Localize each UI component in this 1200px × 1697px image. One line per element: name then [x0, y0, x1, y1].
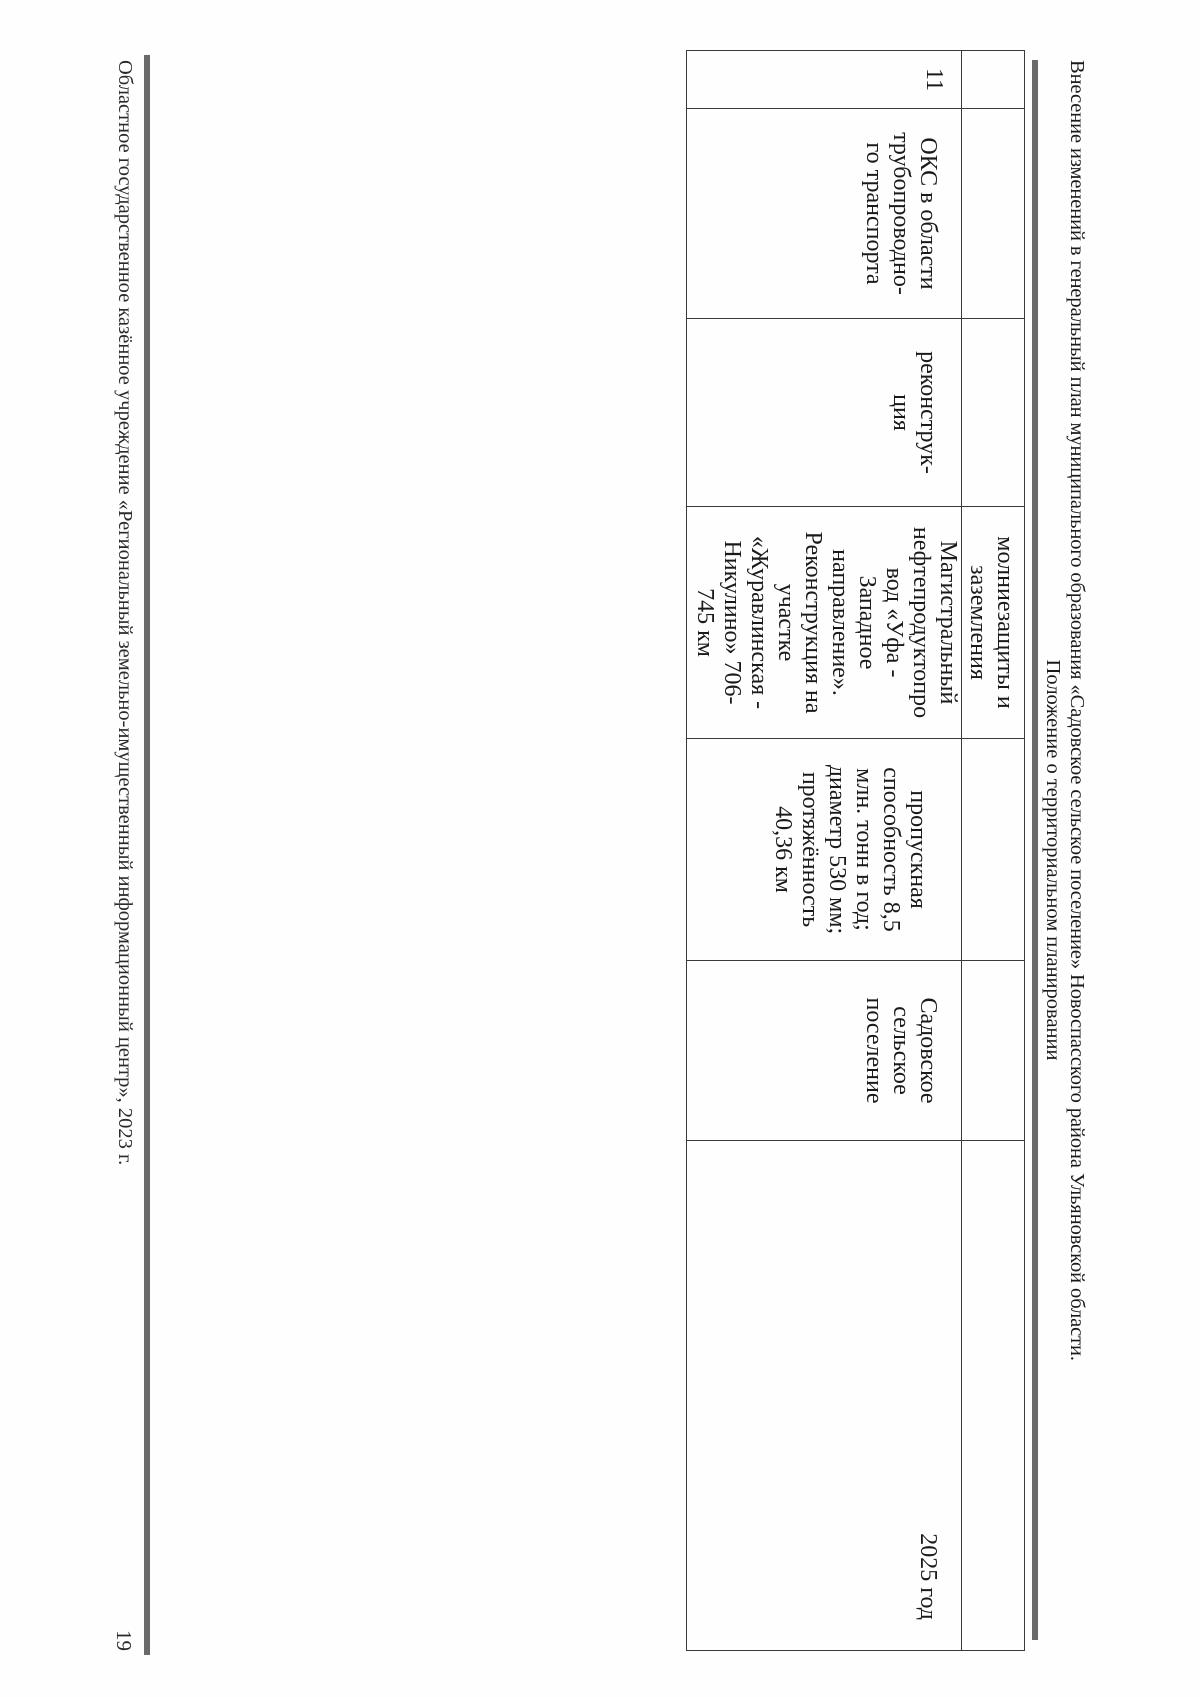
- object-line: направление».: [827, 549, 853, 696]
- document-title: Внесение изменений в генеральный план муниципального образования «Садовское сельское поселение» Новоспасского района Ульяновской области.: [1066, 60, 1088, 1361]
- header-divider: [1032, 60, 1038, 1640]
- cell-continued-object: [962, 507, 1025, 739]
- document-subtitle: Положение о территориальном планировании: [1042, 659, 1064, 1061]
- table-row-11: [687, 51, 962, 1651]
- category-line: ОКС в области: [915, 137, 941, 290]
- cell-continued-characteristics: [962, 739, 1025, 961]
- footer-organization: Областное государственное казённое учреждение «Региональный земельно-имущественный информационный центр», 2023 г.: [114, 60, 136, 1166]
- cell-action: [687, 319, 962, 507]
- object-line: Западное: [854, 575, 880, 670]
- characteristics-line: 40,36 км: [770, 806, 796, 893]
- page-number: 19: [112, 1630, 136, 1651]
- continued-object-text: молниезащиты и заземления: [965, 536, 1018, 709]
- category-line: трубопроводно-: [888, 132, 914, 295]
- cell-deadline: [687, 1141, 962, 1651]
- action-line: ция: [888, 394, 914, 431]
- location-line: Садовское: [915, 997, 941, 1104]
- cell-continued-number: [962, 51, 1025, 109]
- cell-continued-deadline: [962, 1141, 1025, 1651]
- cell-continued-action: [962, 319, 1025, 507]
- location-line: сельское: [888, 1006, 914, 1095]
- table-row-continued: [962, 51, 1025, 1651]
- location-line: поселение: [861, 997, 887, 1104]
- deadline-text: 2025 год: [915, 1533, 941, 1620]
- object-line: Никулино» 706-: [719, 540, 745, 705]
- cell-continued-category: [962, 109, 1025, 319]
- cell-characteristics: [687, 739, 962, 961]
- object-line: 745 км: [692, 588, 718, 657]
- object-line: «Журавлинская -: [746, 535, 772, 710]
- characteristics-line: млн. тонн в год;: [851, 768, 877, 931]
- characteristics-line: пропускная: [905, 790, 931, 909]
- object-line: вод «Уфа -: [881, 567, 907, 678]
- action-line: реконструк-: [915, 351, 941, 474]
- object-line: участке: [773, 583, 799, 662]
- cell-category: [687, 109, 962, 319]
- cell-continued-location: [962, 961, 1025, 1141]
- cell-location: [687, 961, 962, 1141]
- characteristics-line: протяжённость: [797, 771, 823, 928]
- object-line: Реконструкция на: [800, 531, 826, 714]
- row-number: 11: [687, 51, 962, 109]
- category-line: го транспорта: [861, 142, 887, 285]
- characteristics-line: диаметр 530 мм;: [824, 764, 850, 935]
- territorial-planning-table: [686, 50, 1025, 1651]
- object-line: нефтепродуктопро: [908, 526, 934, 719]
- object-line: Магистральный: [935, 540, 961, 705]
- characteristics-line: способность 8,5: [878, 767, 904, 932]
- cell-object: [687, 507, 962, 739]
- footer-divider: [144, 55, 150, 1655]
